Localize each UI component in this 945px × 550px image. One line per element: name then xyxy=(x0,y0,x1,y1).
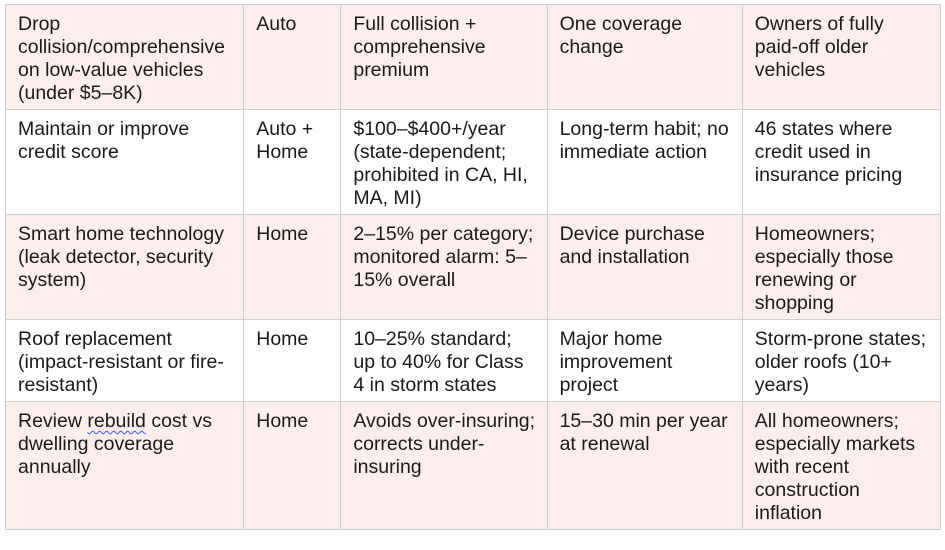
action-cell[interactable]: Maintain or improve credit score xyxy=(6,110,244,215)
line-cell[interactable]: Home xyxy=(244,215,341,320)
action-text-pre: Review xyxy=(18,410,88,432)
spellcheck-flagged-word: rebuild xyxy=(87,410,146,432)
action-cell[interactable]: Smart home technology (leak detector, security system) xyxy=(6,215,244,320)
line-cell[interactable]: Home xyxy=(244,402,341,530)
savings-cell[interactable]: $100–$400+/year (state-dependent; prohibited in CA, HI, MA, MI) xyxy=(341,110,547,215)
action-cell[interactable]: Roof replacement (impact-resistant or fire-resistant) xyxy=(6,320,244,402)
table-row xyxy=(6,320,941,402)
effort-cell[interactable]: 15–30 min per year at renewal xyxy=(547,402,742,530)
best-for-cell[interactable]: All homeowners; especially markets with recent construction inflation xyxy=(742,402,940,530)
best-for-cell[interactable]: 46 states where credit used in insurance pricing xyxy=(742,110,940,215)
best-for-cell[interactable]: Homeowners; especially those renewing or shopping xyxy=(742,215,940,320)
table-row xyxy=(6,215,941,320)
savings-cell[interactable]: 10–25% standard; up to 40% for Class 4 in storm states xyxy=(341,320,547,402)
action-cell[interactable] xyxy=(6,402,244,530)
savings-table xyxy=(5,4,941,530)
effort-cell[interactable]: One coverage change xyxy=(547,5,742,110)
best-for-cell[interactable]: Storm-prone states; older roofs (10+ years) xyxy=(742,320,940,402)
line-cell[interactable]: Auto + Home xyxy=(244,110,341,215)
action-cell[interactable]: Drop collision/comprehensive on low-value vehicles (under $5–8K) xyxy=(6,5,244,110)
line-cell[interactable]: Home xyxy=(244,320,341,402)
effort-cell[interactable]: Major home improvement project xyxy=(547,320,742,402)
effort-cell[interactable]: Long-term habit; no immediate action xyxy=(547,110,742,215)
savings-cell[interactable]: Full collision + comprehensive premium xyxy=(341,5,547,110)
line-cell[interactable]: Auto xyxy=(244,5,341,110)
effort-cell[interactable]: Device purchase and installation xyxy=(547,215,742,320)
savings-cell[interactable]: Avoids over-insuring; corrects under-insuring xyxy=(341,402,547,530)
table-row xyxy=(6,5,941,110)
table-row xyxy=(6,402,941,530)
table-row xyxy=(6,110,941,215)
savings-cell[interactable]: 2–15% per category; monitored alarm: 5–15% overall xyxy=(341,215,547,320)
best-for-cell[interactable]: Owners of fully paid-off older vehicles xyxy=(742,5,940,110)
action-text-post: cost vs dwelling coverage annually xyxy=(18,410,213,478)
